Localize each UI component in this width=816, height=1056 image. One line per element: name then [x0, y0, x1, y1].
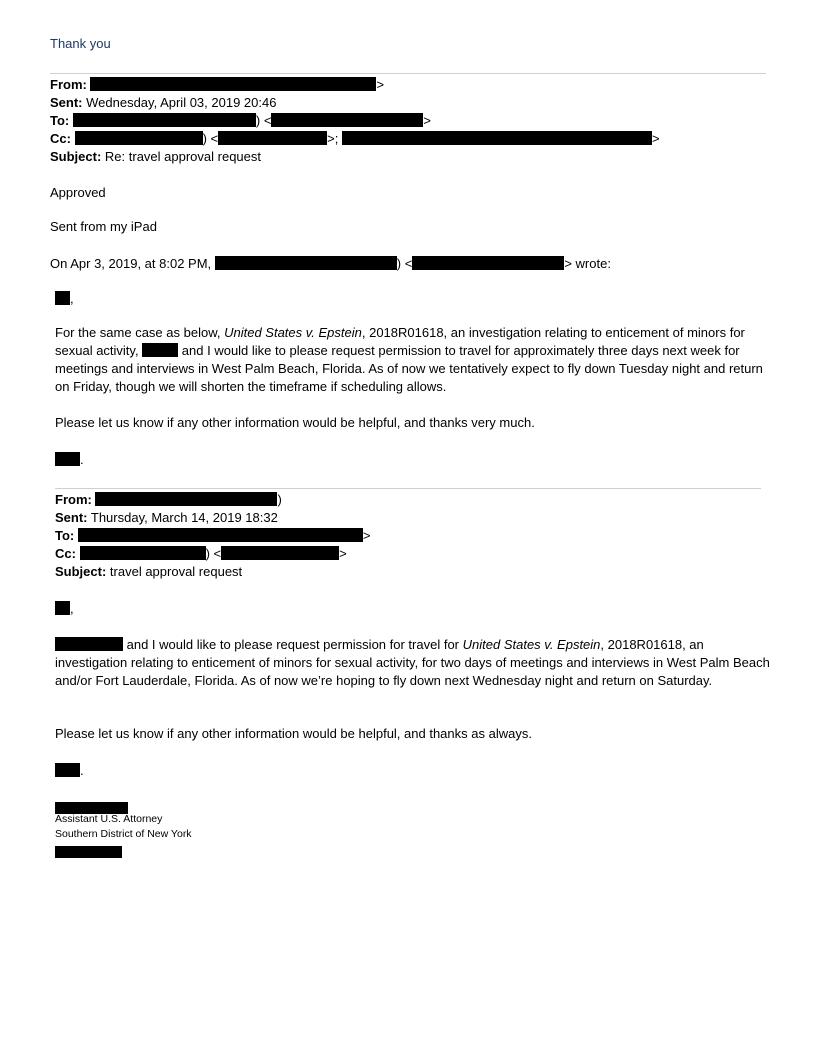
message3-paragraph2: Please let us know if any other information would be helpful, and thanks as always. — [55, 726, 532, 741]
redaction — [142, 343, 178, 357]
header1-cc — [50, 130, 660, 148]
p1-text-b: , 2018R01618, an investigation relating to enticement of minors for sexual activity, — [55, 325, 745, 358]
reply-text: Thank you — [50, 36, 111, 51]
subject-label: Subject: — [50, 149, 102, 164]
header2-sent — [55, 509, 278, 527]
p1-text-c: and I would like to please request permission to travel for approximately three days next week for meetings and interviews in West Palm Beach, Florida. As of now we tentatively expect to fly down Tuesday night and return on Friday, though we will shorten the timeframe if scheduling allows. — [55, 343, 763, 394]
redaction — [95, 492, 277, 506]
cc-label: Cc: — [50, 131, 71, 146]
greeting — [55, 600, 74, 618]
closing — [55, 451, 84, 469]
subject-value: travel approval request — [109, 564, 243, 579]
redaction — [218, 131, 327, 145]
redaction — [55, 452, 80, 466]
to-mid: ) < — [255, 113, 272, 128]
header1-subject — [50, 148, 261, 166]
redaction — [55, 637, 123, 651]
closing-tail: . — [80, 452, 84, 467]
greeting-tail: , — [70, 601, 74, 616]
from-label: From: — [50, 77, 87, 92]
subject-value: Re: travel approval request — [104, 149, 262, 164]
redaction — [78, 528, 363, 542]
cc-tail: > — [339, 546, 347, 561]
divider — [55, 488, 761, 489]
signature-office: Southern District of New York — [55, 828, 192, 840]
closing-tail: . — [80, 763, 84, 778]
case-name: United States v. Epstein — [462, 637, 601, 652]
from-tail: ) — [277, 492, 282, 507]
from-tail: > — [376, 77, 385, 92]
greeting-tail: , — [70, 291, 74, 306]
quote-suffix: > wrote: — [564, 256, 611, 271]
signature-title: Assistant U.S. Attorney — [55, 813, 163, 825]
redaction — [90, 77, 376, 91]
header1-sent — [50, 94, 276, 112]
header2-to — [55, 527, 370, 545]
redaction — [215, 256, 397, 270]
p1-text-b: , 2018R01618, an investigation relating to enticement of minors for sexual activity, for two days of meetings and interviews in West Palm Beach and/or Fort Lauderdale, Florida. As of now we’re hoping to fly down next Wednesday night and return on Saturday. — [55, 637, 770, 688]
cc-mid: ) < — [205, 546, 222, 561]
redaction — [55, 601, 70, 615]
redaction — [75, 131, 203, 145]
redaction — [55, 846, 122, 858]
subject-label: Subject: — [55, 564, 107, 579]
message2-paragraph2: Please let us know if any other information would be helpful, and thanks very much. — [55, 415, 535, 430]
quote-header — [50, 255, 611, 273]
sent-label: Sent: — [55, 510, 88, 525]
divider — [50, 73, 766, 74]
header1-to — [50, 112, 431, 130]
sent-value: Wednesday, April 03, 2019 20:46 — [86, 95, 277, 110]
approved-text: Approved — [50, 185, 106, 200]
from-label: From: — [55, 492, 92, 507]
to-label: To: — [50, 113, 70, 128]
redaction — [73, 113, 256, 127]
cc-sep: >; — [327, 131, 339, 146]
quote-prefix: On Apr 3, 2019, at 8:02 PM, — [50, 256, 212, 271]
quote-mid: ) < — [396, 256, 413, 271]
sent-value: Thursday, March 14, 2019 18:32 — [90, 510, 278, 525]
header1-from — [50, 76, 384, 94]
to-tail: > — [423, 113, 432, 128]
cc-tail: > — [651, 131, 660, 146]
header2-cc — [55, 545, 347, 563]
to-tail: > — [362, 528, 371, 543]
sent-label: Sent: — [50, 95, 83, 110]
header2-from — [55, 491, 282, 509]
redaction — [55, 291, 70, 305]
redaction — [221, 546, 339, 560]
cc-label: Cc: — [55, 546, 76, 561]
redaction — [342, 131, 652, 145]
signature-phone — [55, 843, 122, 861]
redaction — [80, 546, 206, 560]
redaction — [271, 113, 423, 127]
ipad-signature: Sent from my iPad — [50, 219, 157, 234]
greeting — [55, 290, 74, 308]
message3-paragraph1 — [55, 636, 770, 690]
header2-subject — [55, 563, 242, 581]
closing — [55, 762, 84, 780]
p1-text-a: and I would like to please request permission for travel for — [123, 637, 463, 652]
redaction — [412, 256, 564, 270]
to-label: To: — [55, 528, 75, 543]
redaction — [55, 763, 80, 777]
case-name: United States v. Epstein — [224, 325, 362, 340]
cc-mid: ) < — [202, 131, 219, 146]
p1-text-a: For the same case as below, — [55, 325, 225, 340]
message2-paragraph1 — [55, 324, 770, 396]
